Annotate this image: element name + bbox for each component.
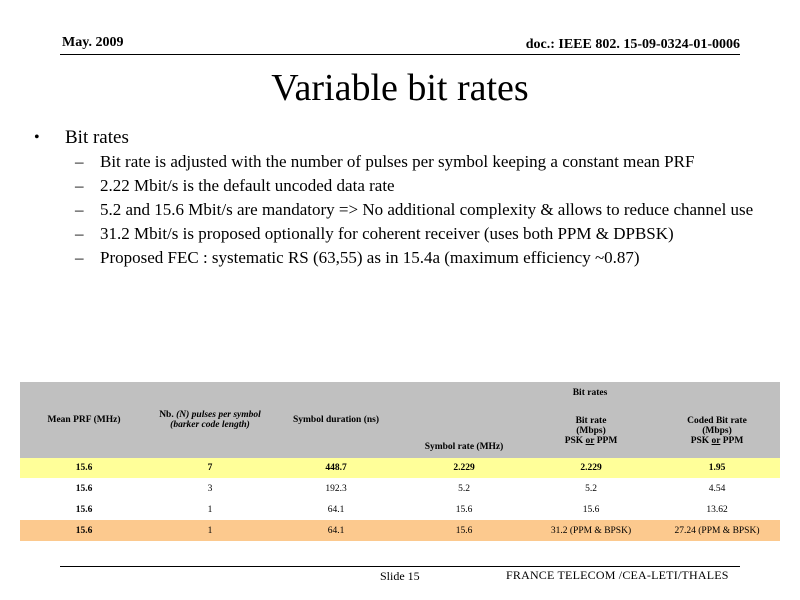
header-doc-id: doc.: IEEE 802. 15-09-0324-01-0006: [525, 37, 740, 52]
table-header-row: [20, 382, 780, 404]
col-header-mean-prf: Mean PRF (MHz): [20, 382, 148, 458]
footer-rule: [60, 566, 740, 567]
col-header-symbol-duration: Symbol duration (ns): [272, 382, 400, 458]
dash-icon: –: [75, 224, 84, 243]
sub-bullet-item: – 2.22 Mbit/s is the default uncoded data rate: [75, 176, 395, 195]
dash-icon: –: [75, 200, 84, 219]
bullet-bit-rates: [30, 127, 770, 149]
col-header-coded-bit-rate: Coded Bit rate (Mbps) PSK or PPM: [654, 404, 780, 458]
table-row: 15.6 1 64.1 15.6 31.2 (PPM & BPSK) 27.24 (PPM & BPSK): [20, 520, 780, 541]
sub-bullet-item: – 5.2 and 15.6 Mbit/s are mandatory => No additional complexity & allows to reduce channel use: [75, 200, 754, 219]
bit-rate-table: [20, 382, 780, 541]
dash-icon: –: [75, 152, 84, 171]
footer-organization: FRANCE TELECOM /CEA-LETI/THALES: [506, 568, 729, 582]
slide-title: Variable bit rates: [271, 67, 529, 109]
sub-bullet-list: [30, 153, 770, 267]
col-header-pulses: Nb. (N) pulses per symbol (barker code length): [148, 382, 272, 458]
sub-bullet-item: – Bit rate is adjusted with the number of pulses per symbol keeping a constant mean PRF: [75, 152, 695, 171]
bullet-list: [30, 127, 770, 273]
header-date: May. 2009: [62, 35, 124, 50]
table-row: 15.6 3 192.3 5.2 5.2 4.54: [20, 478, 780, 499]
slide-number: Slide 15: [380, 569, 420, 583]
dash-icon: –: [75, 176, 84, 195]
header-rule: [60, 54, 740, 55]
col-header-bit-rate: Bit rate (Mbps) PSK or PPM: [528, 404, 654, 458]
table-row: 15.6 7 448.7 2.229 2.229 1.95: [20, 458, 780, 478]
bullet-label: Bit rates: [65, 127, 129, 148]
col-header-symbol-rate: Symbol rate (MHz): [400, 404, 528, 458]
table-row: 15.6 1 64.1 15.6 15.6 13.62: [20, 499, 780, 520]
sub-bullet-item: – 31.2 Mbit/s is proposed optionally for coherent receiver (uses both PPM & DPBSK): [75, 224, 674, 243]
col-header-bit-rates: Bit rates: [400, 382, 780, 404]
dash-icon: –: [75, 248, 84, 267]
bullet-dot-icon: •: [34, 129, 40, 146]
sub-bullet-item: – Proposed FEC : systematic RS (63,55) as in 15.4a (maximum efficiency ~0.87): [75, 248, 640, 267]
